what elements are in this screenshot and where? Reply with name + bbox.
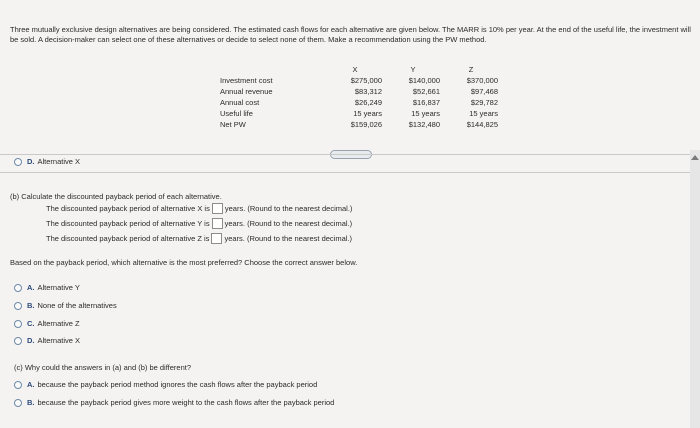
payback-line-x (46, 203, 352, 214)
payback-suffix: years. (Round to the nearest decimal.) (224, 219, 353, 228)
cell-value: $275,000 (350, 76, 382, 85)
payback-prefix: The discounted payback period of alternative Y is (46, 219, 210, 228)
part-b-prompt: (b) Calculate the discounted payback period of each alternative. (10, 192, 222, 201)
table-header-blank (218, 64, 326, 75)
radio-icon[interactable] (14, 284, 22, 292)
option-letter: B. (27, 301, 35, 310)
divider (0, 172, 700, 173)
scroll-up-arrow-icon[interactable] (691, 155, 699, 160)
option-text: because the payback period gives more weight to the cash flows after the payback period (37, 398, 335, 407)
payback-line-z (46, 233, 352, 244)
cell-value: 15 years (411, 109, 440, 118)
row-label: Annual revenue (220, 87, 273, 96)
cell-value: $132,480 (408, 120, 440, 129)
radio-icon[interactable] (14, 302, 22, 310)
option-text: because the payback period method ignores the cash flows after the payback period (37, 380, 318, 389)
divider (0, 154, 700, 155)
option-text: Alternative Y (37, 283, 80, 292)
radio-icon[interactable] (14, 337, 22, 345)
cell-value: $29,782 (470, 98, 498, 107)
payback-suffix: years. (Round to the nearest decimal.) (224, 204, 353, 213)
table-row (218, 97, 500, 108)
payback-line-y (46, 218, 352, 229)
table-row (218, 86, 500, 97)
radio-icon[interactable] (14, 381, 22, 389)
cell-value: $26,249 (354, 98, 382, 107)
cell-value: $83,312 (354, 87, 382, 96)
option-letter: A. (27, 283, 35, 292)
vertical-scrollbar[interactable] (690, 150, 700, 428)
option-letter: A. (27, 380, 35, 389)
payback-prefix: The discounted payback period of alternative X is (46, 204, 210, 213)
payback-x-input[interactable] (212, 203, 223, 214)
option-letter: C. (27, 319, 35, 328)
part-b-option-b[interactable] (14, 301, 117, 310)
radio-icon[interactable] (14, 399, 22, 407)
row-label: Useful life (220, 109, 253, 118)
column-header-x: X (352, 65, 358, 74)
column-header-y: Y (410, 65, 416, 74)
radio-icon[interactable] (14, 158, 22, 166)
cell-value: $370,000 (466, 76, 498, 85)
row-label: Net PW (220, 120, 246, 129)
payback-suffix: years. (Round to the nearest decimal.) (224, 234, 352, 243)
option-letter: B. (27, 398, 35, 407)
part-b-question: Based on the payback period, which alternative is the most preferred? Choose the correct answer below. (10, 258, 358, 267)
radio-icon[interactable] (14, 320, 22, 328)
cell-value: $140,000 (408, 76, 440, 85)
table-row (218, 75, 500, 86)
cell-value: 15 years (353, 109, 382, 118)
option-text: Alternative Z (37, 319, 80, 328)
cell-value: $16,837 (412, 98, 440, 107)
part-c-prompt: (c) Why could the answers in (a) and (b) be different? (14, 363, 192, 372)
option-text: Alternative X (37, 157, 81, 166)
cash-flow-table (218, 64, 500, 130)
payback-prefix: The discounted payback period of alternative Z is (46, 234, 210, 243)
table-row (218, 108, 500, 119)
payback-z-input[interactable] (211, 233, 222, 244)
cell-value: $52,661 (412, 87, 440, 96)
part-b-option-c[interactable] (14, 319, 80, 328)
cell-value: $159,026 (350, 120, 382, 129)
option-letter: D. (27, 157, 35, 166)
cell-value: 15 years (469, 109, 498, 118)
option-letter: D. (27, 336, 35, 345)
part-c-option-a[interactable] (14, 380, 317, 389)
part-b-option-d[interactable] (14, 336, 80, 345)
part-a-selected-answer[interactable] (14, 157, 80, 166)
table-row (218, 119, 500, 130)
cell-value: $144,825 (466, 120, 498, 129)
option-text: Alternative X (37, 336, 81, 345)
part-c-option-b[interactable] (14, 398, 334, 407)
option-text: None of the alternatives (37, 301, 117, 310)
table-header-row (218, 64, 500, 75)
problem-statement: Three mutually exclusive design alternatives are being considered. The estimated cash flows for each alternative are given below. The MARR is 10% per year. At the end of the useful life, the investment will be sold. A decision-maker can select one of these alternatives or decide to select none of them. Make a recommendation using the PW method. (10, 25, 691, 44)
part-b-option-a[interactable] (14, 283, 80, 292)
row-label: Investment cost (220, 76, 273, 85)
payback-y-input[interactable] (212, 218, 223, 229)
row-label: Annual cost (220, 98, 260, 107)
cell-value: $97,468 (470, 87, 498, 96)
column-header-z: Z (468, 65, 474, 74)
